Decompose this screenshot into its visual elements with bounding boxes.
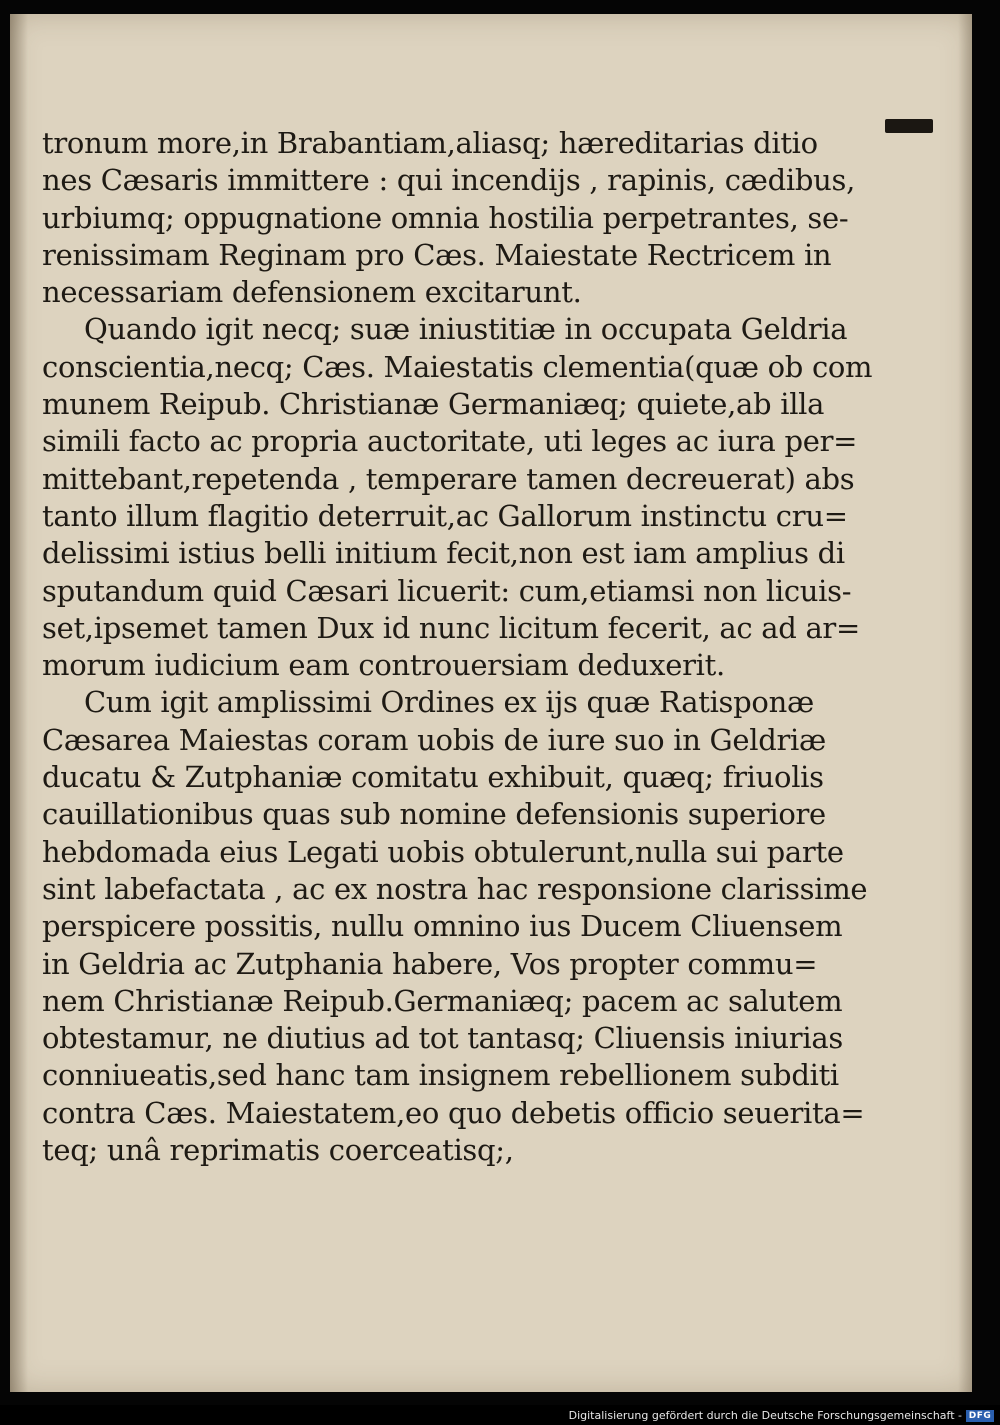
text-line: nes Cæsaris immittere : qui incendijs , rapinis, cædibus, [42, 163, 856, 198]
dfg-logo: DFG [966, 1410, 994, 1422]
text-line: munem Reipub. Christianæ Germaniæq; quiete,ab illa [42, 387, 825, 422]
text-line: simili facto ac propria auctoritate, uti leges ac iura per= [42, 424, 858, 459]
text-line: conniueatis,sed hanc tam insignem rebellionem subditi [42, 1058, 839, 1093]
text-line: Cæsarea Maiestas coram uobis de iure suo in Geldriæ [42, 722, 826, 757]
text-line: set,ipsemet tamen Dux id nunc licitum fecerit, ac ad ar= [42, 610, 860, 645]
text-line: in Geldria ac Zutphania habere, Vos propter commu= [42, 946, 818, 981]
text-line: cauillationibus quas sub nomine defensionis superiore [42, 797, 826, 832]
text-line: mittebant,repetenda , temperare tamen decreuerat) abs [42, 461, 855, 496]
text-line: delissimi istius belli initium fecit,non est iam amplius di [42, 536, 845, 571]
text-line: contra Cæs. Maiestatem,eo quo debetis officio seuerita= [42, 1095, 865, 1130]
text-line: conscientia,necq; Cæs. Maiestatis clementia(quæ ob com [42, 349, 873, 384]
text-line: obtestamur, ne diutius ad tot tantasq; Cliuensis iniurias [42, 1021, 843, 1056]
page-edge-shadow [958, 14, 972, 1392]
text-line: morum iudicium eam controuersiam deduxerit. [42, 648, 725, 683]
text-line: Quando igit necq; suæ iniustitiæ in occupata Geldria [84, 312, 848, 347]
text-line: nem Christianæ Reipub.Germaniæq; pacem ac salutem [42, 983, 843, 1018]
text-line: Cum igit amplissimi Ordines ex ijs quæ Ratisponæ [84, 685, 814, 720]
digitization-credit: Digitalisierung gefördert durch die Deutsche Forschungsgemeinschaft - [568, 1409, 962, 1422]
footer-bar [0, 1405, 1000, 1425]
page-text [42, 125, 873, 1169]
ink-smudge-mark [885, 119, 933, 133]
text-line: perspicere possitis, nullu omnino ius Ducem Cliuensem [42, 909, 843, 944]
text-line: hebdomada eius Legati uobis obtulerunt,nulla sui parte [42, 834, 844, 869]
text-line: teq; unâ reprimatis coerceatisq;, [42, 1133, 514, 1168]
text-line: sputandum quid Cæsari licuerit: cum,etiamsi non licuis- [42, 573, 852, 608]
text-line: renissimam Reginam pro Cæs. Maiestate Rectricem in [42, 237, 832, 272]
page-gutter-shadow [10, 14, 28, 1392]
text-line: sint labefactata , ac ex nostra hac responsione clarissime [42, 871, 868, 906]
text-line: urbiumq; oppugnatione omnia hostilia perpetrantes, se- [42, 200, 849, 235]
text-line: ducatu & Zutphaniæ comitatu exhibuit, quæq; friuolis [42, 760, 824, 795]
text-line: tanto illum flagitio deterruit,ac Gallorum instinctu cru= [42, 498, 848, 533]
text-line: necessariam defensionem excitarunt. [42, 275, 582, 310]
text-line: tronum more,in Brabantiam,aliasq; hæreditarias ditio [42, 126, 818, 160]
